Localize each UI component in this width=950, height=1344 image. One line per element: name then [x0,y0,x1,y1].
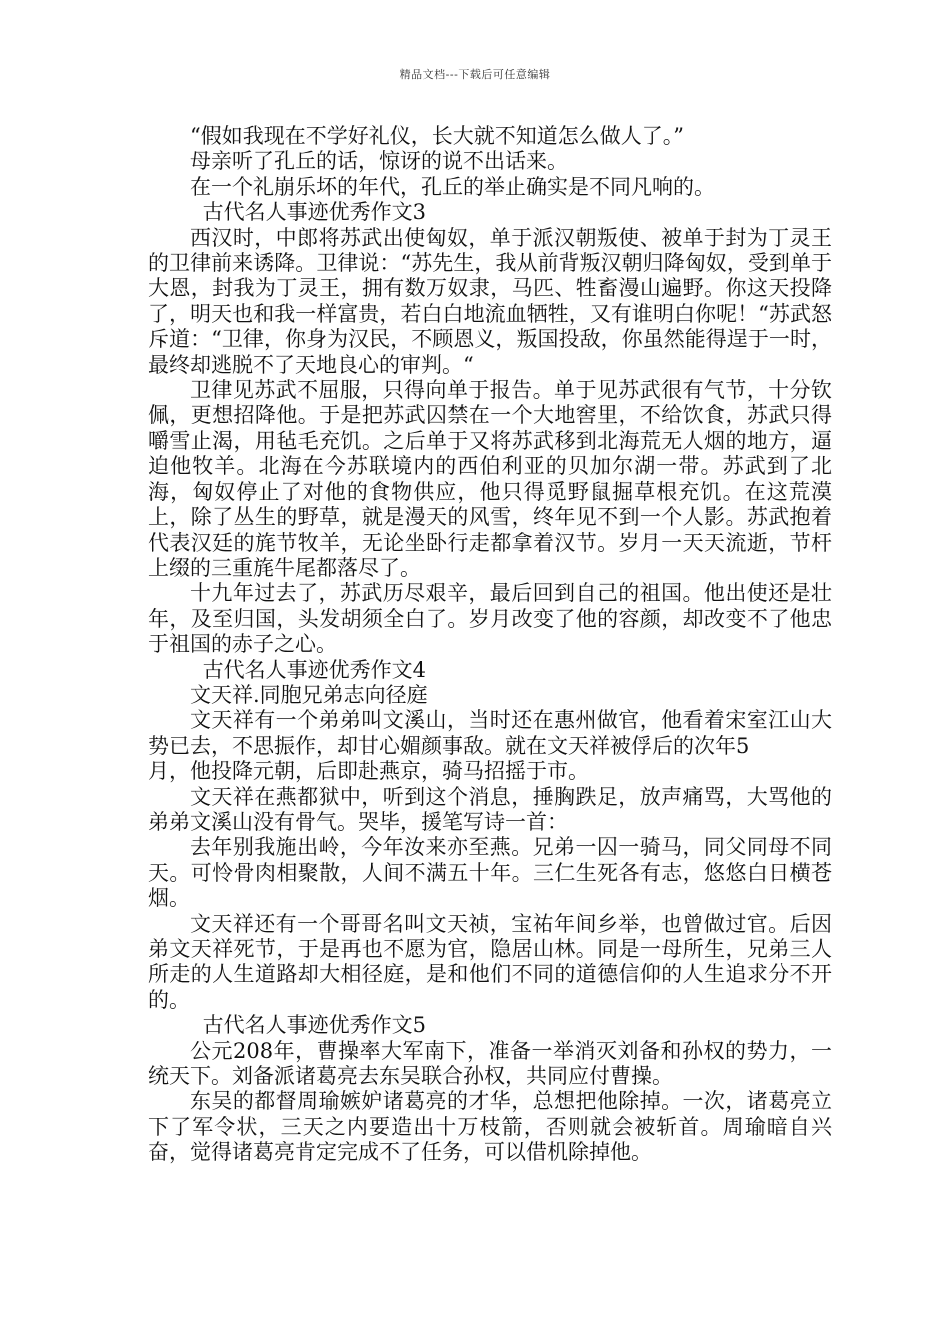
section-heading-5: 古代名人事迹优秀作文5 [202,1013,426,1038]
paragraph-1: “假如我现在不学好礼仪，长大就不知道怎么做人了。” [190,124,684,148]
paragraph-3: 在一个礼崩乐坏的年代，孔丘的举止确实是不同凡响的。 [190,174,715,199]
paragraph-12: 公元208年，曹操率大军南下，准备一举消灭刘备和孙权的势力，一统天下。刘备派诸葛亮去东吴联合孙权，共同应付曹操。 [148,1038,832,1089]
paragraph-5: 卫律见苏武不屈服，只得向单于报告。单于见苏武很有气节，十分钦佩，更想招降他。于是把苏武囚禁在一个大地窖里，不给饮食，苏武只得嚼雪止渴，用毡毛充饥。之后单于又将苏武移到北海荒无人烟的地方，逼迫他牧羊。北海在今苏联境内的西伯利亚的贝加尔湖一带。苏武到了北海，匈奴停止了对他的食物供应，他只得觅野鼠掘草根充饥。在这荒漠上，除了丛生的野草，就是漫天的风雪，终年见不到一个人影。苏武抱着代表汉廷的旄节牧羊，无论坐卧行走都拿着汉节。岁月一天天流逝，节杆上缀的三重旄牛尾都落尽了。 [148,378,832,580]
document-body [148,124,832,1166]
paragraph-4: 西汉时，中郎将苏武出使匈奴，单于派汉朝叛使、被单于封为丁灵王的卫律前来诱降。卫律说：“苏先生，我从前背叛汉朝归降匈奴，受到单于大恩，封我为丁灵王，拥有数万奴隶，马匹、牲畜漫山遍野。你这天投降了，明天也和我一样富贵，若白白地流血牺牲，又有谁明白你呢！“苏武怒斥道：“卫律，你身为汉民，不顾恩义，叛国投敌，你虽然能得逞于一时，最终却逃脱不了天地良心的审判。“ [148,225,832,377]
poem-paragraph: 去年别我施出岭，今年汝来亦至燕。兄弟一囚一骑马，同父同母不同天。可怜骨肉相聚散，人间不满五十年。三仁生死各有志，悠悠白日横苍烟。 [148,835,832,911]
section-heading-3: 古代名人事迹优秀作文3 [202,200,426,225]
page-header: 精品文档---下载后可任意编辑 [399,68,551,81]
paragraph-11: 文天祥还有一个哥哥名叫文天祯，宝祐年间乡举，也曾做过官。后因弟文天祥死节，于是再也不愿为官，隐居山林。同是一母所生，兄弟三人所走的人生道路却大相径庭，是和他们不同的道德信仰的人生追求分不开的。 [148,911,832,1012]
paragraph-6: 十九年过去了，苏武历尽艰辛，最后回到自己的祖国。他出使还是壮年，及至归国，头发胡须全白了。岁月改变了他的容颜，却改变不了他忠于祖国的赤子之心。 [148,581,832,657]
section-heading-4: 古代名人事迹优秀作文4 [202,657,426,682]
paragraph-9: 月，他投降元朝，后即赴燕京，骑马招摇于市。 [148,759,589,784]
paragraph-2: 母亲听了孔丘的话，惊讶的说不出话来。 [190,149,568,174]
paragraph-8: 文天祥有一个弟弟叫文溪山，当时还在惠州做官，他看着宋室江山大势已去，不思振作，却甘心媚颜事敌。就在文天祥被俘后的次年5 [148,708,832,758]
paragraph-7: 文天祥.同胞兄弟志向径庭 [190,682,428,707]
paragraph-13: 东吴的都督周瑜嫉妒诸葛亮的才华，总想把他除掉。一次，诸葛亮立下了军令状，三天之内要造出十万枝箭，否则就会被斩首。周瑜暗自兴奋，觉得诸葛亮肯定完成不了任务，可以借机除掉他。 [148,1089,832,1165]
paragraph-10: 文天祥在燕都狱中，听到这个消息，捶胸跌足，放声痛骂，大骂他的弟弟文溪山没有骨气。哭毕，援笔写诗一首： [148,784,832,834]
